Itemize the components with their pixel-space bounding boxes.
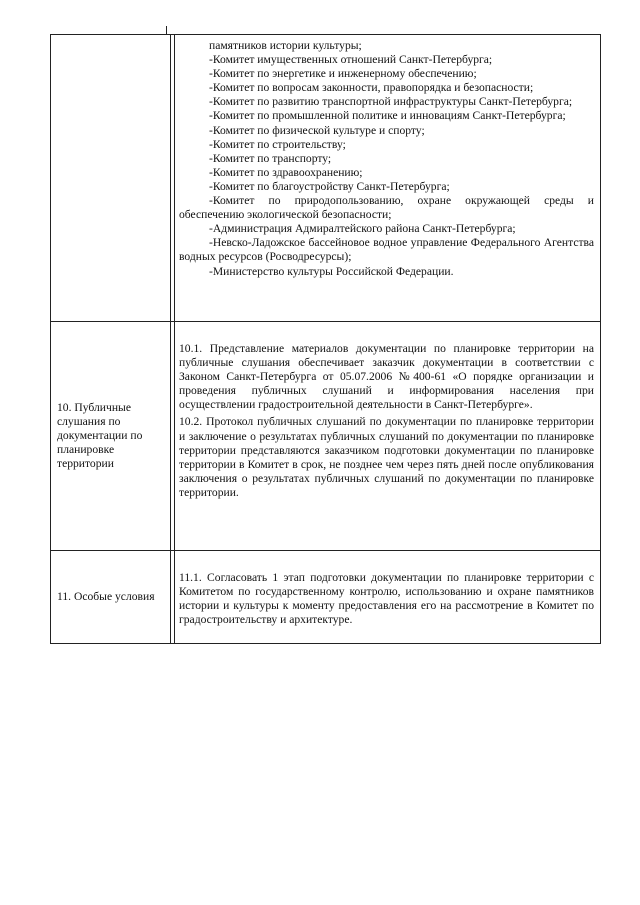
- list-item: -Комитет по строительству;: [209, 137, 346, 151]
- list-item: -Комитет по вопросам законности, правопорядка и безопасности;: [209, 81, 534, 95]
- list-item: -Комитет по транспорту;: [209, 151, 332, 165]
- list-item: -Комитет по благоустройству Санкт-Петербурга;: [209, 179, 450, 193]
- label-cell-empty: [51, 35, 171, 322]
- agency-list: [174, 35, 600, 321]
- section-10-label: 10. Публичные слушания по документации по планировке территории: [51, 322, 171, 551]
- list-item: -Министерство культуры Российской Федерации.: [209, 264, 454, 278]
- content-cell: [171, 551, 601, 644]
- list-item: -Невско-Ладожское бассейновое водное управление Федерального Агентства водных ресурсов (Росводресурсы);: [179, 236, 594, 264]
- list-item: -Комитет по природопользованию, охране окружающей среды и обеспечению экологической безопасности;: [179, 194, 594, 222]
- table-divider-tick: [166, 26, 167, 34]
- table-row: [51, 322, 601, 551]
- list-item: -Комитет по промышленной политике и инновациям Санкт-Петербурга;: [209, 109, 566, 123]
- section-11-content: [174, 551, 600, 643]
- list-item: -Комитет по энергетике и инженерному обеспечению;: [209, 67, 477, 81]
- list-item: -Комитет по физической культуре и спорту;: [209, 123, 425, 137]
- content-cell: [171, 322, 601, 551]
- section-11-label: 11. Особые условия: [51, 551, 171, 644]
- table-row: [51, 35, 601, 322]
- content-cell: [171, 35, 601, 322]
- list-item: -Комитет имущественных отношений Санкт-Петербурга;: [209, 53, 493, 67]
- requirements-table: [50, 34, 601, 644]
- list-item: -Комитет по здравоохранению;: [209, 165, 363, 179]
- paragraph-11-1: 11.1. Согласовать 1 этап подготовки документации по планировке территории с Комитетом по государственному контролю, использованию и охране памятников истории и культуры к моменту предоставления его на рассмотрение в Комитет по градостроительству и архитектуре.: [179, 571, 594, 627]
- table-row: [51, 551, 601, 644]
- list-item: -Комитет по развитию транспортной инфраструктуры Санкт-Петербурга;: [209, 95, 573, 109]
- section-10-content: [174, 322, 600, 550]
- list-item: памятников истории культуры;: [209, 39, 362, 52]
- paragraph-10-1: 10.1. Представление материалов документации по планировке территории на публичные слушания обеспечивает заказчик документации в соответствии с Законом Санкт-Петербурга от 05.07.2006 №400-61 «О порядке организации и проведения публичных слушаний и информирования населения при осуществлении градостроительной деятельности в Санкт-Петербурге».: [179, 342, 594, 412]
- list-item: -Администрация Адмиралтейского района Санкт-Петербурга;: [209, 222, 516, 236]
- paragraph-10-2: 10.2. Протокол публичных слушаний по документации по планировке территории и заключение о результатах публичных слушаний по документации по планировке территории представляются заказчиком подготовки документации по планировке территории в Комитет в срок, не позднее чем через пять дней после опубликования заключения о результатах публичных слушаний по документации по планировке территории.: [179, 415, 594, 499]
